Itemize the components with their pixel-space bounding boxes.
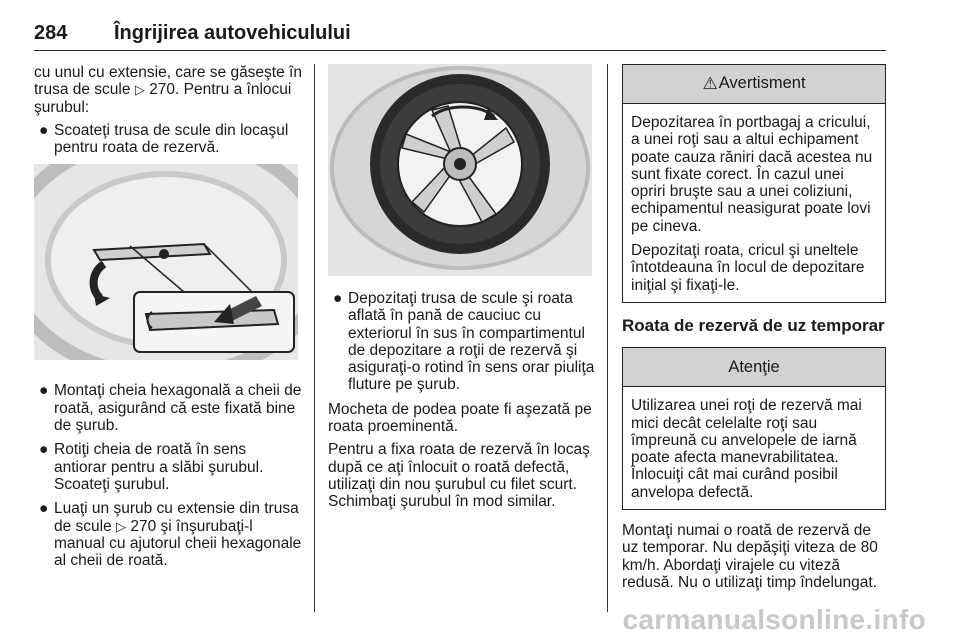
caution-text: Utilizarea unei roţi de rezervă mai mici decât celelalte roţi sau împreună cu anvelopele de iarnă poate afecta manevrabilitatea. Înlocuiţi cât mai curând posibil anvelopa defectă. xyxy=(631,397,862,501)
paragraph: Mocheta de podea poate fi aşezată pe roata proeminentă. xyxy=(328,400,592,436)
warning-body xyxy=(623,104,885,302)
paragraph: Pentru a fixa roata de rezervă în locaş după ce aţi înlocuit o roată defectă, utilizaţi din nou şurubul cu filet scurt. Schimbaţi şurubul în mod similar. xyxy=(328,441,590,511)
watermark: carmanualsonline.info xyxy=(622,604,926,635)
bullet-icon: ● xyxy=(333,290,343,307)
bullet-icon: ● xyxy=(39,500,49,518)
bullet-icon: ● xyxy=(39,441,49,459)
caution-body xyxy=(623,387,885,509)
reference-arrow-icon: ▷ xyxy=(116,518,127,534)
warning-header xyxy=(623,65,885,104)
page-reference-link[interactable]: 270 xyxy=(130,517,157,535)
list-item: ● Rotiţi cheia de roată în sens antiorar pentru a slăbi şurubul. Scoateţi şurubul. xyxy=(39,441,264,493)
warning-text: Depozitarea în portbagaj a cricului, a unei roţi sau a altui echipament poate cauza răniri dacă acestea nu sunt fixate corect. În cazul unei opriri bruşte sau a unei coliziuni, echipamentul neasigurat poate lovi pe cineva. xyxy=(631,114,873,235)
warning-box xyxy=(622,64,886,303)
page-reference-link[interactable]: 270 xyxy=(149,81,175,99)
warning-text: Depozitaţi roata, cricul şi uneltele întotdeauna în locul de depozitare iniţial şi fixaţi-le. xyxy=(631,242,865,294)
warning-icon: ⚠ xyxy=(702,74,718,94)
bullet-icon: ● xyxy=(39,382,49,400)
page-number: 284 xyxy=(34,22,68,44)
spare-wheel-illustration xyxy=(328,64,592,276)
column-1 xyxy=(34,64,302,576)
list-item: ● Scoateţi trusa de scule din locaşul pentru roata de rezervă. xyxy=(39,121,289,157)
reference-arrow-icon: ▷ xyxy=(134,82,145,98)
bullet-icon: ● xyxy=(39,121,49,139)
list-item: ● Montaţi cheia hexagonală a cheii de roată, asigurând că este fixată bine de şurub. xyxy=(39,382,302,435)
list-item: ● Depozitaţi trusa de scule şi roata aflată în pană de cauciuc cu exteriorul în sus în compartimentul de depozitare a roţii de rezervă şi asiguraţi-o rotind în sens orar piuliţa fluture pe şurub. xyxy=(333,290,595,394)
caution-title: Atenţie xyxy=(728,357,780,376)
page-title: Îngrijirea autovehiculului xyxy=(114,22,351,44)
column-divider-1 xyxy=(314,64,315,612)
section-heading: Roata de rezervă de uz temporar xyxy=(622,315,885,335)
list-item: ● Luaţi un şurub cu extensie din trusa de scule ▷ 270 şi înşurubaţi-l manual cu ajutorul cheii hexagonale al cheii de roată. xyxy=(39,500,302,570)
caution-header xyxy=(623,348,885,387)
paragraph: Montaţi numai o roată de rezervă de uz temporar. Nu depăşiţi viteza de 80 km/h. Abordaţi virajele cu viteză redusă. Nu o utilizaţi timp îndelungat. xyxy=(622,522,878,591)
caution-box xyxy=(622,347,886,510)
column-divider-2 xyxy=(607,64,608,612)
intro-paragraph: cu unul cu extensie, care se găseşte în trusa de scule ▷ 270. Pentru a înlocui şurubul: xyxy=(34,64,302,116)
column-3 xyxy=(622,64,886,597)
page-header xyxy=(34,16,886,51)
wrench-illustration xyxy=(34,164,298,360)
column-2 xyxy=(328,64,596,517)
warning-title: Avertisment xyxy=(718,74,806,93)
